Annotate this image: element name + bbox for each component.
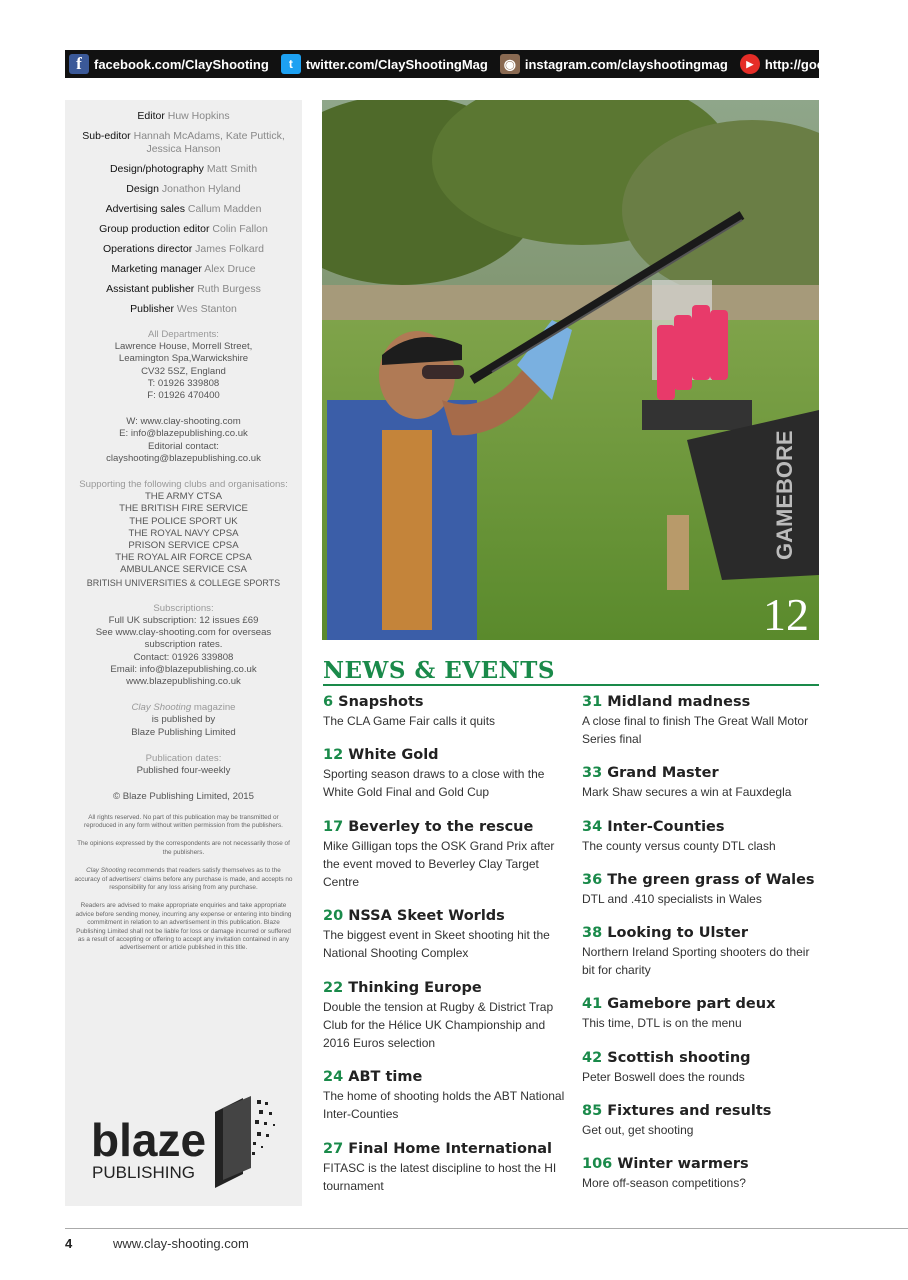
item-title: Beverley to the rescue	[348, 818, 534, 835]
staff-role: Group production editor	[99, 222, 210, 235]
facebook-link[interactable]	[69, 54, 269, 74]
item-title: Grand Master	[607, 765, 719, 782]
staff-entry	[73, 283, 294, 296]
trap-brand-text: GAMEBORE	[772, 430, 797, 560]
subscription-line: Contact: 01926 339808	[133, 651, 234, 663]
staff-entry	[73, 130, 294, 155]
contents-right-column	[582, 693, 819, 1208]
subscription-line: Full UK subscription: 12 issues £69	[108, 615, 259, 627]
item-page: 6	[323, 694, 334, 710]
instagram-link[interactable]	[500, 54, 728, 74]
page-number: 4	[65, 1236, 73, 1251]
contact-block	[73, 416, 294, 465]
item-page: 33	[582, 765, 603, 782]
item-desc: DTL and .410 specialists in Wales	[582, 891, 762, 906]
subscription-line: See www.clay-shooting.com for overseas subscription rates.	[95, 627, 272, 651]
publisher-block	[73, 702, 294, 739]
organisation-item: THE ROYAL NAVY CPSA	[128, 527, 239, 539]
item-page: 17	[323, 818, 344, 835]
address-line: Lawrence House, Morrell Street,	[114, 341, 253, 353]
item-page: 12	[323, 747, 344, 764]
item-title: Thinking Europe	[348, 979, 482, 996]
staff-entry	[73, 223, 294, 236]
publication-dates-block	[73, 753, 294, 777]
instagram-text: instagram.com/clayshootingmag	[524, 56, 728, 72]
staff-role: Design	[126, 182, 159, 195]
item-desc: Mark Shaw secures a win at Fauxdegla	[582, 785, 792, 800]
publisher-name: Blaze Publishing Limited	[131, 726, 236, 738]
rights-notice: All rights reserved. No part of this publication may be transmitted or reproduced in any form without written permission from the publishers.	[84, 813, 283, 829]
blaze-publishing-logo	[65, 1094, 302, 1194]
facebook-icon: f	[69, 54, 89, 74]
recommend-notice	[73, 867, 294, 892]
instagram-icon: ◉	[500, 54, 520, 74]
contents-item[interactable]	[582, 871, 819, 908]
editorial-email[interactable]: clayshooting@blazepublishing.co.uk	[106, 452, 261, 464]
item-title: ABT time	[348, 1069, 423, 1086]
staff-name: Huw Hopkins	[167, 110, 230, 122]
staff-role: Assistant publisher	[106, 282, 195, 295]
staff-name: Colin Fallon	[212, 222, 268, 235]
item-title: Snapshots	[338, 694, 424, 710]
organisation-item: AMBULANCE SERVICE CSA	[120, 564, 247, 576]
editorial-label: Editorial contact:	[148, 440, 219, 452]
feature-photo	[322, 100, 819, 640]
staff-name: James Folkard	[195, 242, 265, 255]
organisation-item: BRITISH UNIVERSITIES & COLLEGE SPORTS	[86, 577, 281, 588]
footer-divider	[65, 1228, 908, 1229]
footer-url[interactable]: www.clay-shooting.com	[113, 1236, 249, 1251]
youtube-link[interactable]	[740, 54, 893, 74]
staff-role: Marketing manager	[111, 262, 202, 275]
item-desc: Northern Ireland Sporting shooters do their bit for charity	[582, 945, 810, 978]
item-page: 34	[582, 818, 603, 835]
youtube-icon: ▶	[740, 54, 760, 74]
subscription-line[interactable]: www.blazepublishing.co.uk	[126, 676, 241, 688]
item-title: Midland madness	[607, 694, 751, 710]
logo-sub: PUBLISHING	[92, 1163, 195, 1182]
clay-shooter-illustration	[322, 100, 819, 640]
facebook-text: facebook.com/ClayShooting	[94, 56, 269, 72]
staff-name: Jonathon Hyland	[161, 182, 241, 195]
twitter-icon: t	[281, 54, 301, 74]
item-desc: This time, DTL is on the menu	[582, 1016, 742, 1031]
contents-item[interactable]	[582, 764, 819, 801]
item-desc: More off-season competitions?	[582, 1176, 746, 1191]
twitter-link[interactable]	[281, 54, 488, 74]
staff-entry	[73, 303, 294, 316]
item-page: 24	[323, 1069, 344, 1086]
copyright: © Blaze Publishing Limited, 2015	[113, 791, 254, 803]
staff-name: Alex Druce	[204, 262, 256, 275]
item-page: 20	[323, 908, 344, 925]
organisation-item: THE BRITISH FIRE SERVICE	[119, 503, 248, 515]
item-desc: The county versus county DTL clash	[582, 838, 776, 853]
contents-item[interactable]	[582, 1049, 819, 1086]
staff-role: Operations director	[102, 242, 193, 255]
item-title: Gamebore part deux	[607, 996, 776, 1013]
staff-entry	[73, 163, 294, 176]
departments-heading: All Departments:	[148, 329, 219, 340]
logo-word: blaze	[91, 1114, 207, 1166]
staff-name: Matt Smith	[206, 162, 258, 175]
organisation-item: PRISON SERVICE CPSA	[128, 540, 239, 552]
item-page: 22	[323, 979, 344, 996]
staff-entry	[73, 243, 294, 256]
staff-entry	[73, 203, 294, 216]
masthead-sidebar	[65, 100, 302, 1206]
item-page: 31	[582, 694, 603, 710]
contents-item[interactable]	[323, 746, 568, 801]
item-page: 36	[582, 871, 603, 888]
supporting-heading: Supporting the following clubs and organisations:	[79, 479, 288, 491]
address-line: Leamington Spa,Warwickshire	[118, 353, 249, 365]
item-title: The green grass of Wales	[607, 871, 815, 888]
staff-role: Publisher	[130, 302, 174, 315]
recommend-magazine: Clay Shooting	[86, 867, 126, 875]
staff-role: Sub-editor	[82, 130, 131, 142]
advice-notice: Readers are advised to make appropriate enquiries and take appropriate advice before sending money, incurring any expense or entering into binding commitment in relation to an advertisement in this publication. Blaze Publishing Limited shall not be liable for loss or damage incurred or suffered as a result of accepting or offering to accept any invitation contained in any advertisement or article published in this title.	[75, 902, 292, 952]
item-page: 27	[323, 1140, 344, 1157]
item-page: 41	[582, 996, 603, 1013]
contents-item[interactable]	[582, 818, 819, 855]
contents-item[interactable]	[582, 1155, 819, 1192]
staff-name: Ruth Burgess	[197, 282, 261, 295]
item-title: Inter-Counties	[607, 818, 725, 835]
item-desc: Mike Gilligan tops the OSK Grand Prix after the event moved to Beverley Clay Target Centre	[323, 838, 555, 890]
item-title: Final Home International	[348, 1140, 553, 1157]
item-page: 85	[582, 1102, 603, 1119]
contents-item[interactable]	[323, 1140, 568, 1195]
contents-item[interactable]	[323, 818, 568, 892]
youtube-text: http://goo.gl/vxKYKJ	[764, 56, 893, 72]
email-line[interactable]: E: info@blazepublishing.co.uk	[119, 428, 248, 440]
contents-item[interactable]	[582, 1102, 819, 1139]
opinions-notice: The opinions expressed by the correspondents are not necessarily those of the publishers.	[77, 840, 290, 856]
staff-name: Wes Stanton	[176, 302, 237, 315]
contents-item[interactable]	[323, 907, 568, 962]
contents-item[interactable]	[323, 1068, 568, 1123]
social-bar	[65, 50, 893, 78]
website-line[interactable]: W: www.clay-shooting.com	[126, 416, 241, 428]
staff-role: Advertising sales	[105, 202, 185, 215]
organisation-item: THE ARMY CTSA	[144, 491, 223, 503]
publication-dates-value: Published four-weekly	[136, 765, 231, 777]
item-desc: The biggest event in Skeet shooting hit the National Shooting Complex	[323, 928, 550, 961]
staff-name: Callum Madden	[187, 202, 262, 215]
supporting-block	[73, 479, 294, 589]
contents-left-column	[323, 693, 568, 1211]
contents-item[interactable]	[323, 693, 568, 730]
subscriptions-block	[73, 603, 294, 688]
staff-entry	[73, 110, 294, 123]
item-desc: The CLA Game Fair calls it quits	[323, 714, 496, 728]
staff-entry	[73, 263, 294, 276]
item-page: 106	[582, 1156, 613, 1173]
contents-item[interactable]	[582, 924, 819, 979]
item-desc: FITASC is the latest discipline to host the HI tournament	[323, 1160, 557, 1193]
departments-block	[73, 329, 294, 402]
item-desc: Double the tension at Rugby & District Trap Club for the Hélice UK Championship and 2016 Euros selection	[323, 999, 554, 1051]
item-desc: Peter Boswell does the rounds	[582, 1069, 745, 1084]
item-title: Scottish shooting	[607, 1049, 751, 1066]
magazine-name: Clay Shooting	[131, 702, 192, 714]
item-page: 42	[582, 1049, 603, 1066]
staff-name: Hannah McAdams, Kate Puttick, Jessica Hanson	[133, 130, 285, 155]
staff-role: Design/photography	[109, 162, 204, 175]
item-desc: A close final to finish The Great Wall Motor Series final	[582, 714, 809, 747]
recommend-text: recommends that readers satisfy themselves as to the accuracy of advertisers' claims before any purchase is made, and accepts no responsibility for any loss arising from any purchase.	[74, 867, 293, 891]
subscription-line[interactable]: Email: info@blazepublishing.co.uk	[110, 663, 257, 675]
item-title: Winter warmers	[617, 1156, 749, 1173]
item-title: Looking to Ulster	[607, 925, 749, 942]
contents-item[interactable]	[582, 995, 819, 1032]
organisation-item: THE POLICE SPORT UK	[129, 515, 238, 527]
item-title: White Gold	[348, 747, 439, 764]
staff-entry	[73, 183, 294, 196]
publication-dates-heading: Publication dates:	[145, 752, 222, 764]
staff-role: Editor	[137, 110, 165, 122]
blaze-logo-graphic	[65, 1094, 302, 1194]
twitter-text: twitter.com/ClayShootingMag	[305, 56, 488, 72]
item-title: Fixtures and results	[607, 1102, 772, 1119]
photo-page-number: 12	[763, 589, 809, 640]
address-line: CV32 5SZ, England	[141, 365, 226, 377]
item-page: 38	[582, 925, 603, 942]
item-title: NSSA Skeet Worlds	[348, 908, 505, 925]
section-title: NEWS & EVENTS	[323, 656, 819, 686]
phone-line: T: 01926 339808	[147, 377, 220, 389]
contents-item[interactable]	[582, 693, 819, 748]
fax-line: F: 01926 470400	[147, 390, 220, 402]
magazine-suffix: magazine	[191, 702, 236, 714]
item-desc: Get out, get shooting	[582, 1122, 694, 1137]
item-desc: Sporting season draws to a close with the White Gold Final and Gold Cup	[323, 767, 545, 800]
item-desc: The home of shooting holds the ABT National Inter-Counties	[323, 1089, 565, 1122]
organisation-item: THE ROYAL AIR FORCE CPSA	[115, 552, 252, 564]
contents-item[interactable]	[323, 979, 568, 1053]
published-by-line: is published by	[151, 714, 216, 726]
subscriptions-heading: Subscriptions:	[153, 602, 214, 614]
